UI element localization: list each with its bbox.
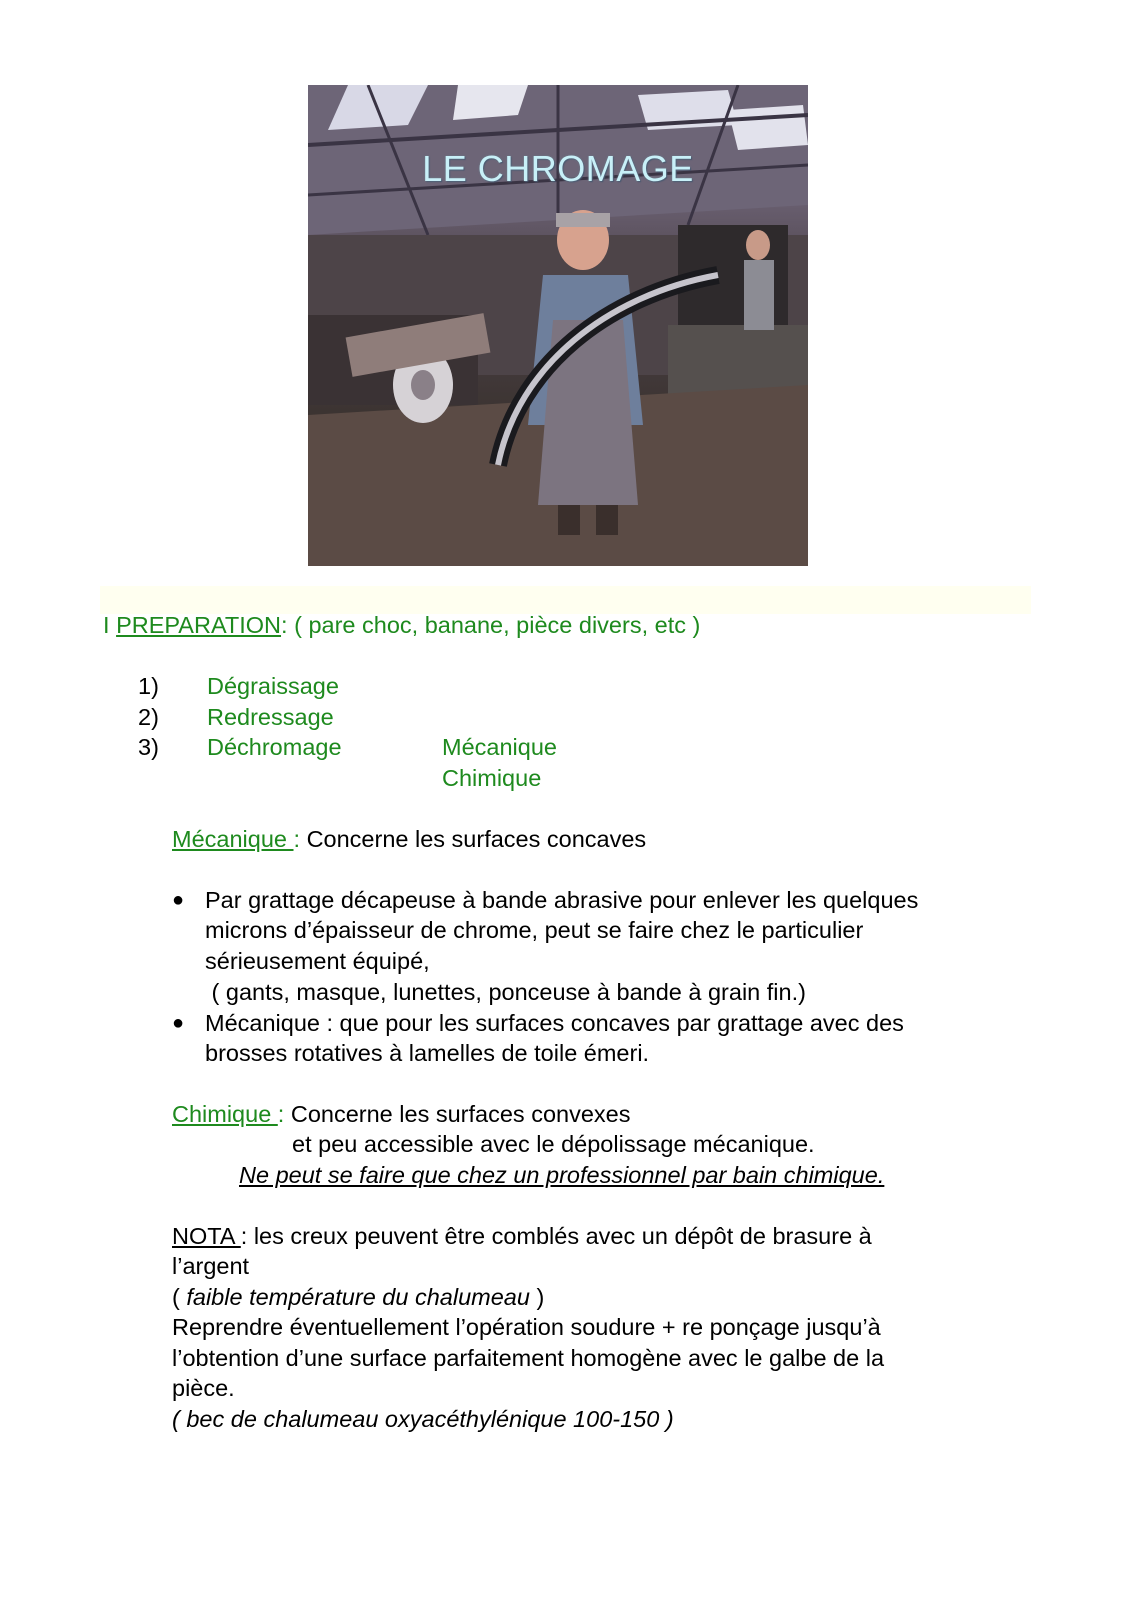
chimique-note: Ne peut se faire que chez un professionnel par bain chimique. <box>239 1162 885 1188</box>
step-number: 3) <box>138 734 159 760</box>
bullet-dot: ● <box>172 1012 185 1034</box>
nota-line-5: l’obtention d’une surface parfaitement homogène avec le galbe de la <box>172 1345 885 1371</box>
section-title: PREPARATION <box>116 612 282 638</box>
nota-paren-text: faible température du chalumeau <box>186 1284 530 1310</box>
nota-line-1 <box>172 1221 872 1252</box>
bullet-line: brosses rotatives à lamelles de toile émeri. <box>205 1040 650 1066</box>
nota-line-3 <box>172 1282 544 1313</box>
chimique-line-2: et peu accessible avec le dépolissage mécanique. <box>292 1131 815 1157</box>
workshop-photo <box>308 85 808 566</box>
step-label: Redressage <box>207 704 334 730</box>
section-heading <box>103 610 700 641</box>
bullet-line: ( gants, masque, lunettes, ponceuse à bande à grain fin.) <box>205 979 806 1005</box>
nota-label: NOTA <box>172 1223 241 1249</box>
chimique-label: Chimique <box>172 1101 278 1127</box>
bullet-line: sérieusement équipé, <box>205 948 430 974</box>
paren-close: ) <box>529 1284 545 1310</box>
method-label: Chimique <box>442 765 542 791</box>
nota-line-4: Reprendre éventuellement l’opération soudure + re ponçage jusqu’à <box>172 1314 881 1340</box>
paren-open: ( <box>172 1284 187 1310</box>
nota-line-7: ( bec de chalumeau oxyacéthylénique 100-150 ) <box>172 1406 674 1432</box>
chimique-description: Concerne les surfaces convexes <box>290 1101 631 1127</box>
bullet-line: Mécanique : que pour les surfaces concaves par grattage avec des <box>205 1010 904 1036</box>
section-subtitle: : ( pare choc, banane, pièce divers, etc ) <box>281 612 701 638</box>
nota-line-2: l’argent <box>172 1253 250 1279</box>
mecanique-line <box>172 824 646 855</box>
nota-line-6: pièce. <box>172 1375 235 1401</box>
chimique-line <box>172 1099 630 1130</box>
photo-title: LE CHROMAGE <box>422 148 694 189</box>
section-number: I <box>103 612 117 638</box>
step-number: 2) <box>138 704 159 730</box>
chimique-separator: : <box>277 1101 291 1127</box>
bullet-dot: ● <box>172 889 185 911</box>
bullet-line: microns d’épaisseur de chrome, peut se faire chez le particulier <box>205 917 864 943</box>
mecanique-description: Concerne les surfaces concaves <box>306 826 647 852</box>
step-label: Déchromage <box>207 734 342 760</box>
mecanique-separator: : <box>293 826 307 852</box>
method-label: Mécanique <box>442 734 557 760</box>
mecanique-label: Mécanique <box>172 826 294 852</box>
step-number: 1) <box>138 673 159 699</box>
nota-text: : les creux peuvent être comblés avec un dépôt de brasure à <box>240 1223 872 1249</box>
bullet-line: Par grattage décapeuse à bande abrasive pour enlever les quelques <box>205 887 919 913</box>
step-label: Dégraissage <box>207 673 339 699</box>
